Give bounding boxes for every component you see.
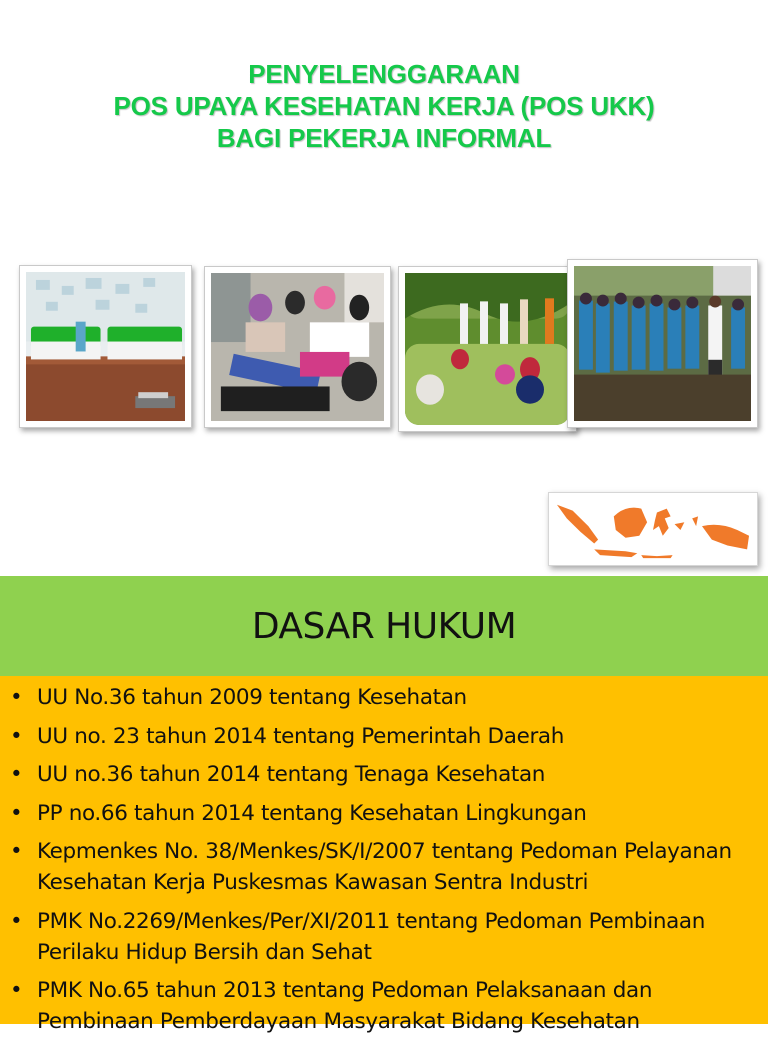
bullet: • [10, 723, 23, 749]
list-item-text: UU no.36 tahun 2014 tentang Tenaga Kesehatan [37, 762, 546, 787]
bullet: • [10, 685, 23, 710]
bullet: • [10, 839, 23, 864]
bullet: • [10, 978, 23, 1003]
list-item [0, 682, 768, 713]
bullet: • [10, 762, 23, 787]
list-item-text: Kepmenkes No. 38/Menkes/SK/I/2007 tentang Pedoman Pelayanan Kesehatan Kerja Puskesmas Kawasan Sentra Industri [37, 839, 732, 895]
title-line-2: POS UPAYA KESEHATAN KERJA (POS UKK) [113, 91, 655, 121]
list-item-text: UU no. 23 tahun 2014 tentang Pemerintah Daerah [37, 723, 565, 749]
indonesia-map [548, 492, 758, 566]
list-item-text: PMK No.2269/Menkes/Per/XI/2011 tentang Pedoman Pembinaan Perilaku Hidup Bersih dan Sehat [37, 908, 706, 965]
law-list [0, 682, 768, 1045]
slide-title: DASAR HUKUM [251, 605, 517, 647]
slide-title [0, 58, 768, 154]
list-item [0, 759, 768, 790]
list-item-text: PMK No.65 tahun 2013 tentang Pedoman Pelaksanaan dan Pembinaan Pemberdayaan Masyarakat Bidang Kesehatan [37, 978, 653, 1034]
list-item [0, 798, 768, 829]
list-item-text: PP no.66 tahun 2014 tentang Kesehatan Lingkungan [37, 800, 587, 826]
title-line-1: PENYELENGGARAAN [248, 59, 520, 89]
legal-basis-slide [0, 576, 768, 1034]
clinic-room-photo [19, 265, 192, 428]
bullet: • [10, 800, 23, 826]
list-item [0, 906, 768, 968]
workers-resting-photo [204, 266, 391, 428]
bullet: • [10, 908, 23, 934]
list-item [0, 975, 768, 1037]
slide-header [0, 576, 768, 676]
list-item [0, 721, 768, 752]
list-item [0, 836, 768, 898]
title-line-3: BAGI PEKERJA INFORMAL [216, 123, 552, 153]
list-item-text: UU No.36 tahun 2009 tentang Kesehatan [37, 685, 467, 710]
group-meeting-photo [567, 259, 758, 428]
field-gathering-photo [398, 266, 577, 432]
